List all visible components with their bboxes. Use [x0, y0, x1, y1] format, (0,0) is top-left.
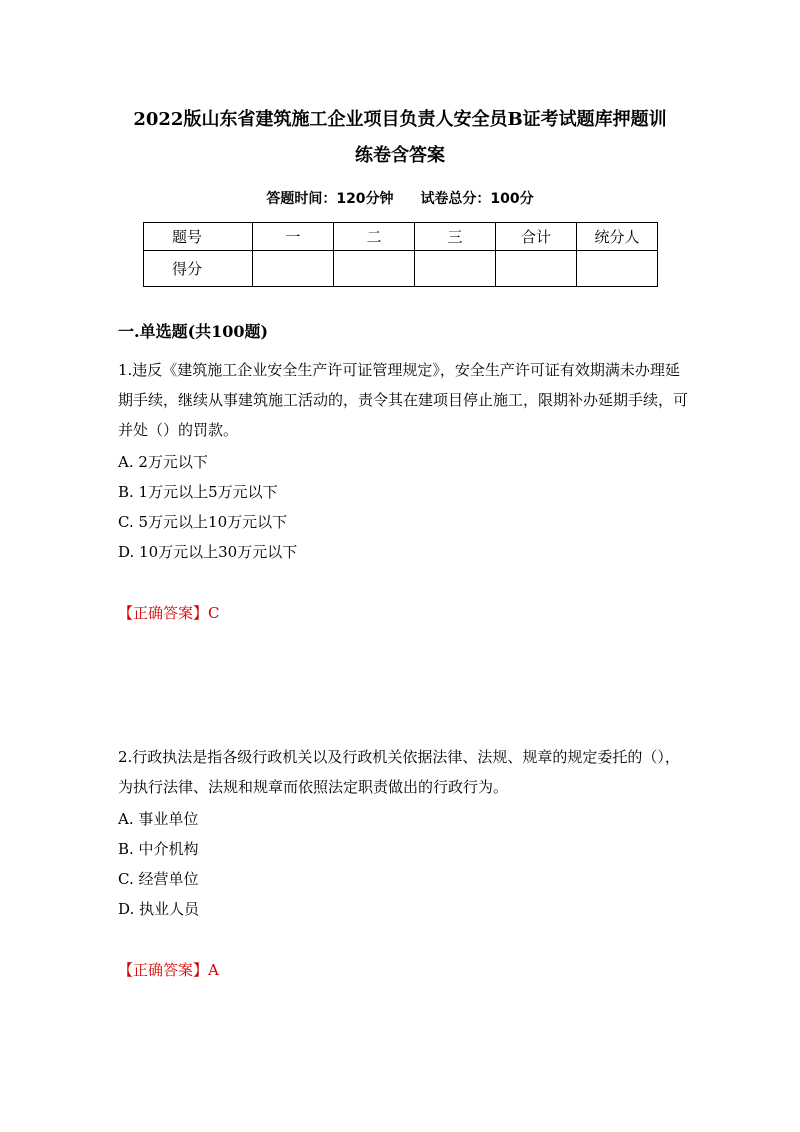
title-line-1: 2022版山东省建筑施工企业项目负责人安全员B证考试题库押题训	[133, 109, 667, 130]
score-header-cell: 合计	[496, 223, 577, 251]
score-cell	[577, 251, 658, 287]
score-cell	[415, 251, 496, 287]
question-option: B. 1万元以上5万元以下	[118, 483, 278, 501]
correct-answer: 【正确答案】C	[118, 604, 220, 622]
question-option: C. 5万元以上10万元以下	[118, 513, 288, 531]
title-line-2: 练卷含答案	[355, 145, 445, 166]
score-cell	[253, 251, 334, 287]
score-row-label: 得分	[144, 251, 253, 287]
score-header-cell: 三	[415, 223, 496, 251]
question-option: A. 2万元以下	[118, 453, 208, 471]
exam-time: 答题时间：120分钟	[266, 191, 394, 207]
score-header-cell: 一	[253, 223, 334, 251]
document-title	[100, 102, 700, 174]
score-cell	[334, 251, 415, 287]
exam-total-score: 试卷总分：100分	[420, 191, 534, 207]
question-stem: 1.违反《建筑施工企业安全生产许可证管理规定》，安全生产许可证有效期满未办理延期手续，继续从事建筑施工活动的，责令其在建项目停止施工，限期补办延期手续，可并处（）的罚款。	[118, 361, 689, 439]
score-cell	[496, 251, 577, 287]
question-option: B. 中介机构	[118, 840, 199, 858]
question-option: D. 10万元以上30万元以下	[118, 543, 298, 561]
question-option: A. 事业单位	[118, 810, 199, 828]
question-1	[118, 355, 688, 627]
score-table	[143, 222, 658, 287]
exam-meta	[0, 188, 800, 210]
score-header-cell: 二	[334, 223, 415, 251]
question-option: D. 执业人员	[118, 900, 200, 918]
section-title: 一.单选题(共100题)	[118, 322, 269, 341]
question-option: C. 经营单位	[118, 870, 199, 888]
score-header-cell: 题号	[144, 223, 253, 251]
score-table-header-row	[144, 223, 658, 251]
question-2	[118, 742, 688, 984]
correct-answer: 【正确答案】A	[118, 961, 219, 979]
score-header-cell: 统分人	[577, 223, 658, 251]
score-table-score-row	[144, 251, 658, 287]
question-stem: 2.行政执法是指各级行政机关以及行政机关依据法律、法规、规章的规定委托的（），为执行法律、法规和规章而依照法定职责做出的行政行为。	[118, 748, 680, 796]
